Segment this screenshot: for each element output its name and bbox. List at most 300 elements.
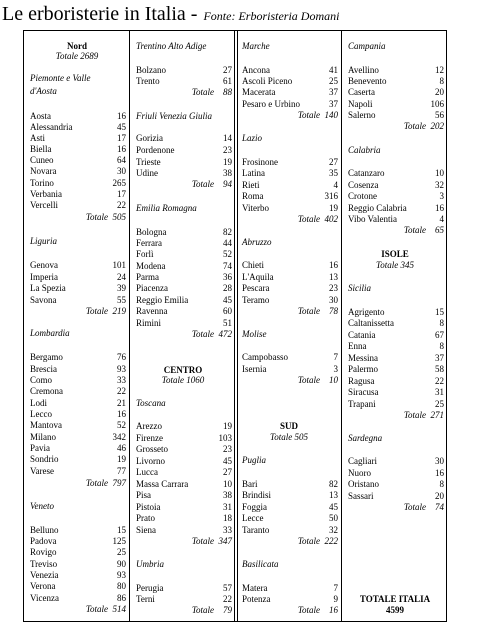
province-name: Bologna	[136, 227, 167, 237]
province-name: Parma	[136, 272, 159, 282]
province-count: 56	[435, 110, 444, 120]
province-count: 30	[117, 166, 126, 176]
province-row	[236, 295, 342, 306]
province-count: 80	[117, 581, 126, 591]
province-row	[342, 307, 448, 318]
province-name: Ascoli Piceno	[242, 76, 293, 86]
province-row	[342, 387, 448, 398]
province-count: 76	[117, 352, 126, 362]
province-count: 9	[333, 594, 338, 604]
macro-area-heading: CENTRO	[163, 365, 203, 375]
region-heading	[342, 41, 448, 52]
province-count: 61	[223, 76, 232, 86]
province-row	[24, 409, 130, 420]
macro-area-total: Totale 345	[376, 260, 414, 270]
total-value: 271	[430, 410, 444, 420]
province-count: 3	[439, 191, 444, 201]
province-row	[130, 456, 236, 467]
region-total-row	[236, 375, 342, 386]
province-row	[130, 306, 236, 317]
province-row	[130, 318, 236, 329]
province-count: 22	[223, 594, 232, 604]
province-name: Vibo Valentia	[348, 214, 398, 224]
province-row	[24, 122, 130, 133]
province-name: Arezzo	[136, 421, 162, 431]
province-name: Roma	[242, 191, 264, 201]
province-count: 67	[435, 330, 444, 340]
total-value: 88	[223, 87, 232, 97]
province-row	[236, 352, 342, 363]
province-row	[24, 454, 130, 465]
province-count: 30	[329, 295, 338, 305]
province-name: Varese	[30, 466, 54, 476]
macro-area-heading: SUD	[279, 421, 298, 431]
province-name: Campobasso	[242, 352, 288, 362]
province-row	[236, 168, 342, 179]
province-row	[342, 364, 448, 375]
province-count: 15	[435, 307, 444, 317]
region-heading	[342, 433, 448, 444]
province-count: 16	[117, 144, 126, 154]
province-count: 265	[112, 178, 126, 188]
province-row	[24, 111, 130, 122]
region-total-row	[342, 502, 448, 513]
column-1	[24, 31, 130, 621]
total-label: Totale	[297, 306, 320, 316]
province-name: Catanzaro	[348, 168, 385, 178]
province-name: Ferrara	[136, 238, 162, 248]
province-count: 17	[117, 133, 126, 143]
region-heading	[130, 41, 236, 52]
macro-area-heading: Nord	[67, 41, 87, 51]
region-total-row	[130, 179, 236, 190]
province-name: Trapani	[348, 399, 376, 409]
province-row	[342, 318, 448, 329]
province-count: 23	[223, 145, 232, 155]
province-count: 45	[223, 295, 232, 305]
province-name: Reggio Emilia	[136, 295, 189, 305]
province-row	[24, 272, 130, 283]
province-name: Crotone	[348, 191, 377, 201]
region-name: Molise	[242, 329, 267, 339]
province-count: 50	[329, 513, 338, 523]
province-row	[24, 386, 130, 397]
province-count: 45	[117, 122, 126, 132]
province-row	[24, 432, 130, 443]
province-name: Pescara	[242, 283, 270, 293]
total-label: Totale	[297, 536, 320, 546]
region-name: Umbria	[136, 559, 165, 569]
province-row	[24, 398, 130, 409]
province-name: Piacenza	[136, 283, 168, 293]
province-name: Palermo	[348, 364, 378, 374]
macro-area-heading: ISOLE	[381, 249, 409, 259]
province-count: 106	[430, 99, 444, 109]
province-name: Viterbo	[242, 203, 269, 213]
province-row	[236, 87, 342, 98]
column-2	[130, 31, 236, 621]
province-row	[236, 180, 342, 191]
province-name: Chieti	[242, 260, 264, 270]
province-count: 8	[439, 318, 444, 328]
region-total-row	[236, 536, 342, 547]
province-row	[236, 502, 342, 513]
region-heading	[342, 283, 448, 294]
province-row	[130, 76, 236, 87]
province-row	[236, 583, 342, 594]
province-row	[342, 99, 448, 110]
region-name: Basilicata	[242, 559, 279, 569]
region-name: Liguria	[30, 236, 58, 246]
province-name: Vercelli	[30, 200, 58, 210]
province-row	[236, 191, 342, 202]
page-title	[2, 3, 339, 26]
total-value: 202	[430, 121, 444, 131]
province-row	[24, 570, 130, 581]
province-count: 15	[117, 525, 126, 535]
province-count: 90	[117, 559, 126, 569]
province-name: Firenze	[136, 433, 163, 443]
province-name: Cagliari	[348, 456, 377, 466]
column-divider	[129, 31, 130, 621]
region-heading	[24, 328, 130, 339]
total-value: 74	[435, 502, 444, 512]
province-row	[130, 227, 236, 238]
province-count: 46	[117, 443, 126, 453]
province-count: 77	[117, 466, 126, 476]
total-label: Totale	[85, 212, 108, 222]
province-count: 16	[435, 203, 444, 213]
province-name: Mantova	[30, 420, 62, 430]
region-name: Sicilia	[348, 283, 371, 293]
province-row	[130, 261, 236, 272]
province-count: 4	[333, 180, 338, 190]
province-row	[342, 341, 448, 352]
province-name: Sondrio	[30, 454, 59, 464]
total-label: Totale	[85, 478, 108, 488]
province-name: Teramo	[242, 295, 270, 305]
province-count: 33	[117, 375, 126, 385]
province-row	[342, 191, 448, 202]
province-row	[342, 214, 448, 225]
total-label: Totale	[297, 110, 320, 120]
province-count: 28	[223, 283, 232, 293]
province-count: 20	[435, 491, 444, 501]
province-row	[130, 283, 236, 294]
province-count: 25	[329, 76, 338, 86]
province-row	[342, 203, 448, 214]
province-row	[24, 133, 130, 144]
province-name: Treviso	[30, 559, 58, 569]
province-row	[24, 364, 130, 375]
region-total-row	[24, 212, 130, 223]
province-count: 8	[439, 341, 444, 351]
region-total-row	[342, 225, 448, 236]
province-name: Forlì	[136, 249, 154, 259]
province-count: 13	[329, 490, 338, 500]
region-total-row	[342, 121, 448, 132]
province-count: 7	[333, 583, 338, 593]
province-name: Lecco	[30, 409, 52, 419]
province-name: La Spezia	[30, 283, 66, 293]
province-name: Agrigento	[348, 307, 385, 317]
province-row	[130, 295, 236, 306]
province-row	[130, 444, 236, 455]
total-label: Totale	[191, 179, 214, 189]
province-count: 38	[223, 490, 232, 500]
region-heading	[24, 73, 130, 84]
province-count: 58	[435, 364, 444, 374]
province-name: Avellino	[348, 65, 379, 75]
province-count: 37	[329, 87, 338, 97]
province-count: 3	[333, 364, 338, 374]
province-name: Massa Carrara	[136, 479, 189, 489]
province-count: 23	[329, 283, 338, 293]
total-value: 16	[329, 605, 338, 615]
total-label: Totale	[85, 306, 108, 316]
province-count: 60	[223, 306, 232, 316]
province-row	[236, 594, 342, 605]
province-row	[236, 513, 342, 524]
province-name: Pordenone	[136, 145, 175, 155]
province-count: 13	[329, 272, 338, 282]
total-value: 78	[329, 306, 338, 316]
province-count: 4	[439, 214, 444, 224]
province-name: Belluno	[30, 525, 59, 535]
province-name: Trieste	[136, 157, 161, 167]
province-name: Biella	[30, 144, 52, 154]
province-name: Bergamo	[30, 352, 63, 362]
province-row	[24, 536, 130, 547]
province-name: Lucca	[136, 467, 158, 477]
region-total-row	[130, 605, 236, 616]
province-name: Oristano	[348, 479, 379, 489]
province-name: Enna	[348, 341, 367, 351]
region-heading	[236, 329, 342, 340]
province-row	[130, 513, 236, 524]
province-name: Isernia	[242, 364, 267, 374]
province-count: 22	[117, 200, 126, 210]
province-name: Padova	[30, 536, 57, 546]
province-name: Foggia	[242, 502, 268, 512]
region-total-row	[130, 87, 236, 98]
province-name: Savona	[30, 295, 57, 305]
province-name: Asti	[30, 133, 46, 143]
macro-area-total: Totale 2689	[55, 51, 99, 61]
region-heading	[24, 86, 130, 97]
region-total-row	[24, 478, 130, 489]
province-count: 31	[223, 502, 232, 512]
province-name: Benevento	[348, 76, 387, 86]
province-count: 8	[439, 76, 444, 86]
province-name: Modena	[136, 261, 166, 271]
region-total-row	[236, 605, 342, 616]
province-count: 14	[223, 133, 232, 143]
province-count: 16	[435, 468, 444, 478]
province-row	[236, 283, 342, 294]
province-row	[24, 581, 130, 592]
province-count: 74	[223, 261, 232, 271]
province-row	[24, 295, 130, 306]
province-row	[130, 583, 236, 594]
region-name: d'Aosta	[30, 86, 57, 96]
region-name: Veneto	[30, 501, 54, 511]
province-name: Bolzano	[136, 65, 166, 75]
province-row	[24, 189, 130, 200]
total-label: Totale	[403, 502, 426, 512]
province-count: 64	[117, 155, 126, 165]
region-heading	[130, 203, 236, 214]
province-count: 31	[435, 387, 444, 397]
total-value: 514	[112, 604, 126, 614]
province-count: 18	[223, 513, 232, 523]
total-label: Totale	[297, 605, 320, 615]
province-name: Pisa	[136, 490, 152, 500]
province-row	[342, 87, 448, 98]
province-row	[24, 155, 130, 166]
province-count: 27	[223, 65, 232, 75]
macro-area-total: Totale 505	[270, 432, 308, 442]
region-name: Lombardia	[30, 328, 70, 338]
province-count: 82	[223, 227, 232, 237]
province-count: 86	[117, 593, 126, 603]
province-row	[24, 443, 130, 454]
province-row	[236, 203, 342, 214]
total-value: 65	[435, 225, 444, 235]
total-value: 219	[112, 306, 126, 316]
province-count: 37	[329, 99, 338, 109]
province-name: Catania	[348, 330, 376, 340]
province-name: Bari	[242, 479, 258, 489]
province-row	[236, 65, 342, 76]
province-count: 19	[223, 157, 232, 167]
province-count: 52	[117, 420, 126, 430]
grand-total: 4599	[386, 605, 404, 615]
region-name: Piemonte e Valle	[30, 73, 91, 83]
province-name: Perugia	[136, 583, 164, 593]
province-row	[236, 525, 342, 536]
province-count: 316	[324, 191, 338, 201]
province-row	[342, 456, 448, 467]
province-name: Salerno	[348, 110, 376, 120]
province-row	[130, 479, 236, 490]
herbalist-table	[23, 30, 447, 622]
province-name: Cosenza	[348, 180, 379, 190]
province-count: 20	[435, 87, 444, 97]
province-count: 37	[435, 353, 444, 363]
province-count: 25	[117, 547, 126, 557]
total-label: Totale	[403, 121, 426, 131]
province-row	[130, 525, 236, 536]
province-name: Frosinone	[242, 157, 278, 167]
province-count: 93	[117, 364, 126, 374]
province-count: 51	[223, 318, 232, 328]
province-name: Rimini	[136, 318, 162, 328]
province-name: Terni	[136, 594, 155, 604]
province-row	[24, 178, 130, 189]
province-name: Ragusa	[348, 376, 375, 386]
province-name: Venezia	[30, 570, 59, 580]
province-name: Lecce	[242, 513, 264, 523]
province-name: Novara	[30, 166, 57, 176]
province-count: 21	[117, 398, 126, 408]
province-row	[236, 157, 342, 168]
region-total-row	[24, 306, 130, 317]
province-name: Cuneo	[30, 155, 54, 165]
province-name: Gorizia	[136, 133, 163, 143]
province-count: 57	[223, 583, 232, 593]
region-heading	[130, 111, 236, 122]
province-count: 103	[218, 433, 232, 443]
province-row	[130, 467, 236, 478]
province-name: Verona	[30, 581, 56, 591]
total-value: 402	[324, 214, 338, 224]
province-name: Rovigo	[30, 547, 57, 557]
province-count: 27	[223, 467, 232, 477]
province-name: Caserta	[348, 87, 375, 97]
province-row	[130, 133, 236, 144]
province-count: 35	[329, 168, 338, 178]
province-name: Nuoro	[348, 468, 371, 478]
province-row	[24, 547, 130, 558]
province-name: Latina	[242, 168, 265, 178]
province-count: 10	[223, 479, 232, 489]
province-name: Rieti	[242, 180, 260, 190]
province-row	[130, 272, 236, 283]
province-row	[24, 375, 130, 386]
province-count: 16	[117, 111, 126, 121]
province-count: 36	[223, 272, 232, 282]
province-name: Taranto	[242, 525, 270, 535]
total-label: Totale	[191, 536, 214, 546]
region-heading	[236, 41, 342, 52]
province-name: Napoli	[348, 99, 373, 109]
column-3	[236, 31, 342, 621]
province-row	[130, 249, 236, 260]
province-row	[236, 490, 342, 501]
province-name: Sassari	[348, 491, 374, 501]
region-name: Trentino Alto Adige	[136, 41, 207, 51]
region-name: Emilia Romagna	[136, 203, 197, 213]
region-name: Abruzzo	[242, 237, 272, 247]
region-name: Marche	[242, 41, 270, 51]
province-row	[236, 479, 342, 490]
province-count: 7	[333, 352, 338, 362]
province-row	[24, 525, 130, 536]
column-divider-double	[234, 31, 238, 621]
province-count: 25	[435, 399, 444, 409]
region-total-row	[342, 410, 448, 421]
region-total-row	[130, 536, 236, 547]
province-row	[130, 157, 236, 168]
region-total-row	[236, 214, 342, 225]
province-name: Imperia	[30, 272, 58, 282]
region-name: Puglia	[242, 455, 266, 465]
province-count: 16	[117, 409, 126, 419]
total-label: Totale	[297, 375, 320, 385]
grand-total: TOTALE ITALIA	[359, 594, 431, 604]
province-count: 27	[329, 157, 338, 167]
province-count: 44	[223, 238, 232, 248]
province-row	[342, 180, 448, 191]
province-count: 55	[117, 295, 126, 305]
total-value: 347	[218, 536, 232, 546]
province-row	[24, 593, 130, 604]
total-label: Totale	[191, 329, 214, 339]
province-name: Reggio Calabria	[348, 203, 407, 213]
province-count: 32	[435, 180, 444, 190]
province-count: 39	[117, 283, 126, 293]
